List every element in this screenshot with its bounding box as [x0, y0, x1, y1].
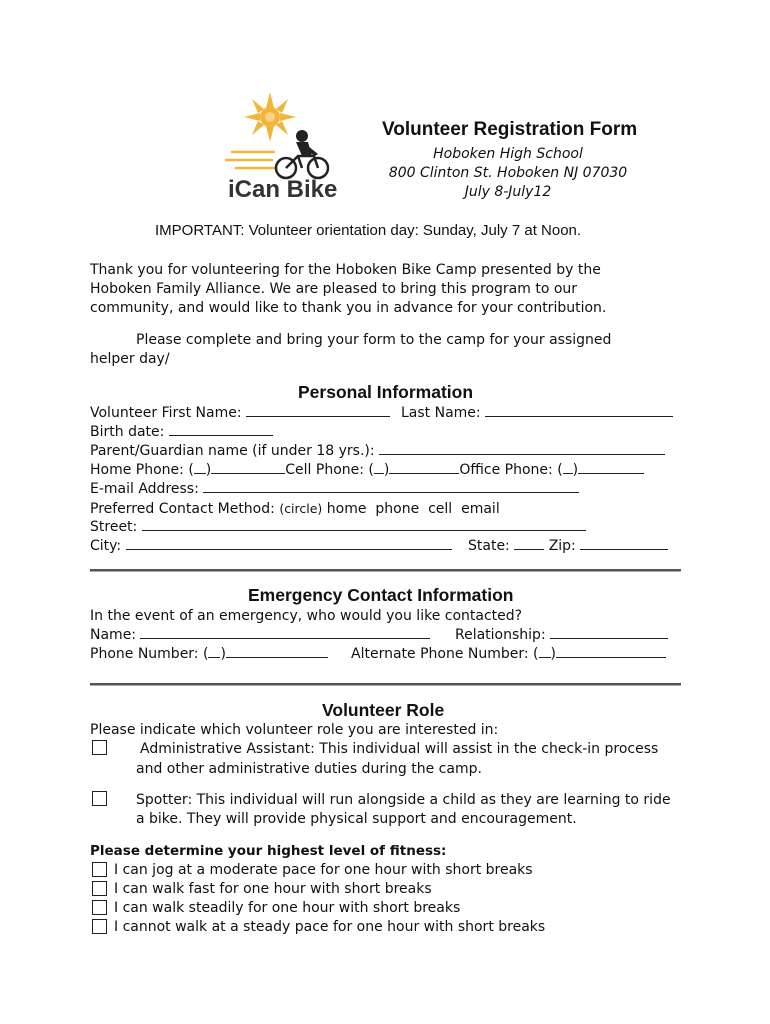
- emergency-prompt: In the event of an emergency, who would you like contacted?: [90, 608, 523, 624]
- first-name-row: [90, 404, 390, 423]
- home-phone-field[interactable]: [211, 461, 285, 474]
- school-name: Hoboken High School: [433, 146, 583, 162]
- fitness-option-2: I can walk fast for one hour with short breaks: [114, 881, 432, 897]
- phones-row: [90, 461, 644, 480]
- home-area-field[interactable]: [194, 461, 206, 474]
- fitness-checkbox-2[interactable]: [92, 881, 107, 896]
- alt-area-field[interactable]: [539, 645, 551, 658]
- intro-line-3: community, and would like to thank you in advance for your contribution.: [90, 300, 607, 316]
- personal-heading: Personal Information: [298, 382, 474, 402]
- last-name-label: Last Name:: [401, 405, 481, 421]
- role-prompt: Please indicate which volunteer role you are interested in:: [90, 722, 499, 738]
- birth-date-field[interactable]: [169, 423, 273, 436]
- contact-option-home[interactable]: home: [326, 501, 367, 517]
- contact-option-cell[interactable]: cell: [428, 501, 453, 517]
- circle-note: (circle): [279, 501, 323, 516]
- email-row: [90, 480, 579, 499]
- emergency-phone-label: Phone Number: (: [90, 646, 209, 662]
- important-note: IMPORTANT: Volunteer orientation day: Sunday, July 7 at Noon.: [155, 222, 582, 239]
- street-row: [90, 518, 586, 537]
- street-field[interactable]: [142, 518, 586, 531]
- relationship-label: Relationship:: [455, 627, 546, 643]
- state-field[interactable]: [514, 537, 544, 550]
- email-label: E-mail Address:: [90, 481, 199, 497]
- fitness-checkbox-4[interactable]: [92, 919, 107, 934]
- contact-method-label: Preferred Contact Method:: [90, 501, 275, 517]
- last-name-row: [401, 404, 673, 423]
- state-label: State:: [468, 538, 510, 554]
- sun-cyclist-icon: [222, 90, 334, 180]
- logo: [222, 90, 338, 208]
- emergency-paren: ): [220, 646, 226, 662]
- alt-phone-label: Alternate Phone Number: (: [351, 646, 539, 662]
- contact-option-email[interactable]: email: [461, 501, 500, 517]
- office-paren: ): [572, 462, 579, 478]
- relationship-row: [455, 626, 668, 645]
- alt-paren: ): [550, 646, 556, 662]
- guardian-field[interactable]: [379, 442, 665, 455]
- logo-text: iCan Bike: [228, 176, 338, 203]
- city-row: [90, 537, 452, 556]
- emergency-area-field[interactable]: [208, 645, 220, 658]
- admin-line-1: Administrative Assistant: This individual will assist in the check-in process: [140, 741, 659, 757]
- contact-option-phone[interactable]: phone: [375, 501, 420, 517]
- first-name-label: Volunteer First Name:: [90, 405, 242, 421]
- intro-line-5: helper day/: [90, 351, 170, 367]
- divider: [90, 569, 681, 572]
- camp-dates: July 8-July12: [464, 184, 552, 200]
- spotter-line-1: Spotter: This individual will run alongside a child as they are learning to ride: [136, 792, 671, 808]
- birth-date-row: [90, 423, 273, 442]
- spotter-line-2: a bike. They will provide physical support and encouragement.: [136, 811, 577, 827]
- divider: [90, 683, 681, 686]
- zip-label: Zip:: [548, 538, 576, 554]
- birth-date-label: Birth date:: [90, 424, 165, 440]
- email-field[interactable]: [203, 480, 579, 493]
- emergency-heading: Emergency Contact Information: [248, 585, 514, 605]
- fitness-checkbox-3[interactable]: [92, 900, 107, 915]
- office-area-field[interactable]: [563, 461, 573, 474]
- spotter-checkbox[interactable]: [92, 791, 107, 806]
- city-label: City:: [90, 538, 122, 554]
- contact-method-row: [90, 499, 500, 519]
- city-field[interactable]: [126, 537, 452, 550]
- intro-line-4: Please complete and bring your form to the camp for your assigned: [136, 332, 612, 348]
- intro-line-2: Hoboken Family Alliance. We are pleased to bring this program to our: [90, 281, 578, 297]
- emergency-phone-row: [90, 645, 328, 664]
- fitness-option-4: I cannot walk at a steady pace for one hour with short breaks: [114, 919, 546, 935]
- intro-line-1: Thank you for volunteering for the Hoboken Bike Camp presented by the: [90, 262, 601, 278]
- admin-checkbox[interactable]: [92, 740, 107, 755]
- alt-phone-field[interactable]: [556, 645, 666, 658]
- cell-phone-field[interactable]: [389, 461, 459, 474]
- alt-phone-row: [351, 645, 666, 664]
- first-name-field[interactable]: [246, 404, 390, 417]
- office-phone-label: Office Phone: (: [459, 462, 563, 478]
- street-label: Street:: [90, 519, 138, 535]
- zip-field[interactable]: [580, 537, 668, 550]
- form-title: Volunteer Registration Form: [382, 119, 638, 140]
- office-phone-field[interactable]: [578, 461, 644, 474]
- role-heading: Volunteer Role: [322, 700, 445, 720]
- last-name-field[interactable]: [485, 404, 673, 417]
- emergency-name-row: [90, 626, 430, 645]
- admin-line-2: and other administrative duties during the camp.: [136, 761, 482, 777]
- home-paren: ): [205, 462, 212, 478]
- emergency-name-label: Name:: [90, 627, 137, 643]
- emergency-name-field[interactable]: [140, 626, 430, 639]
- school-address: 800 Clinton St. Hoboken NJ 07030: [388, 165, 628, 181]
- fitness-option-1: I can jog at a moderate pace for one hour with short breaks: [114, 862, 533, 878]
- guardian-label: Parent/Guardian name (if under 18 yrs.):: [90, 443, 375, 459]
- cell-paren: ): [383, 462, 390, 478]
- fitness-heading: Please determine your highest level of fitness:: [90, 843, 447, 859]
- cell-phone-label: Cell Phone: (: [285, 462, 374, 478]
- emergency-phone-field[interactable]: [226, 645, 328, 658]
- home-phone-label: Home Phone: (: [90, 462, 194, 478]
- cell-area-field[interactable]: [374, 461, 384, 474]
- relationship-field[interactable]: [550, 626, 668, 639]
- state-zip-row: [468, 537, 668, 556]
- guardian-row: [90, 442, 665, 461]
- fitness-checkbox-1[interactable]: [92, 862, 107, 877]
- fitness-option-3: I can walk steadily for one hour with short breaks: [114, 900, 461, 916]
